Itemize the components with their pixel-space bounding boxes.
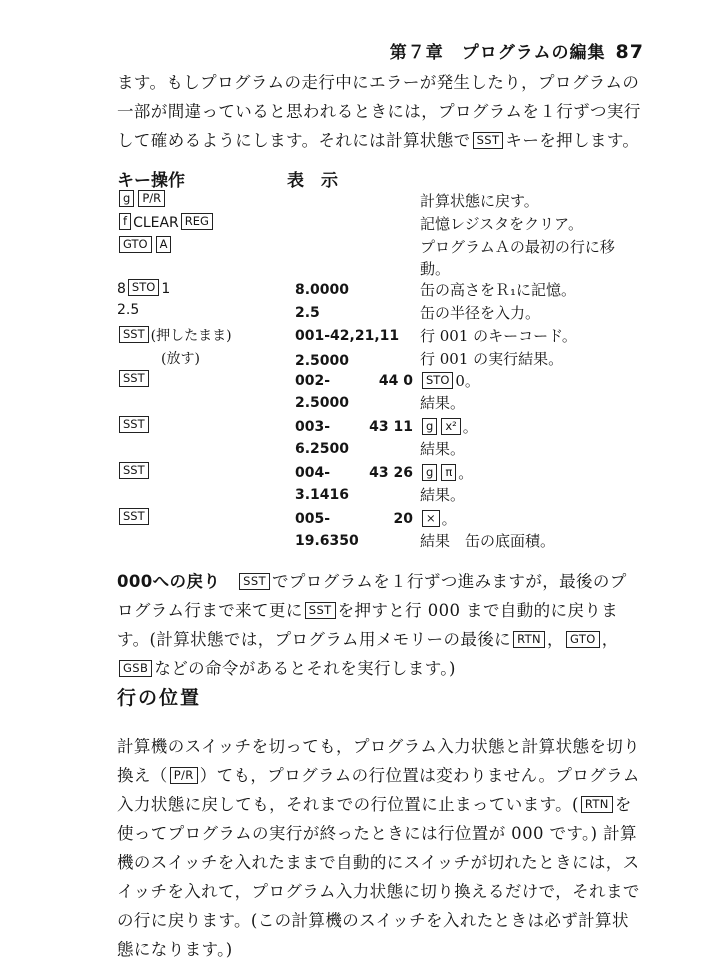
section-title: 行の位置 bbox=[117, 687, 202, 709]
table-header-display: 表 示 bbox=[287, 171, 338, 191]
row-description: g x² 。 結果。 bbox=[420, 418, 478, 458]
g-key: g bbox=[422, 464, 437, 481]
row-display: 2.5 bbox=[295, 305, 320, 321]
multiply-key: × bbox=[422, 510, 440, 527]
row-display: 005- 20 19.6350 bbox=[295, 511, 413, 549]
reg-key: REG bbox=[181, 213, 213, 230]
page-number: 87 bbox=[615, 41, 644, 63]
sto-key: STO bbox=[128, 279, 159, 296]
pr-key: P/R bbox=[138, 190, 165, 207]
g-key: g bbox=[422, 418, 437, 435]
row-keys bbox=[117, 508, 151, 526]
row-display: 003- 43 11 6.2500 bbox=[295, 419, 413, 457]
page-header bbox=[390, 38, 644, 63]
g-key: g bbox=[119, 190, 134, 207]
pi-key: π bbox=[441, 464, 456, 481]
chapter-title: 第７章 プログラムの編集 bbox=[389, 43, 606, 63]
row-keys bbox=[117, 190, 167, 208]
sst-key: SST bbox=[305, 602, 336, 619]
sst-key: SST bbox=[119, 416, 149, 433]
sst-key: SST bbox=[119, 370, 149, 387]
row-description: 行 001 の実行結果。 bbox=[420, 350, 564, 368]
x-squared-key: x² bbox=[441, 418, 460, 435]
table-header-keys: キー操作 bbox=[117, 171, 185, 191]
row-display: 2.5000 bbox=[295, 353, 350, 369]
intro-paragraph bbox=[117, 68, 643, 155]
row-display: 001-42,21,11 bbox=[295, 328, 400, 344]
row-display: 8.0000 bbox=[295, 282, 350, 298]
pr-key: P/R bbox=[170, 767, 198, 784]
row-description: 記憶レジスタをクリア。 bbox=[420, 215, 583, 233]
sst-key: SST bbox=[239, 573, 270, 590]
row-keys bbox=[117, 213, 215, 231]
return-paragraph: 000への戻り SST でプログラムを１行ずつ進みますが，最後のプログラム行まで来て更に SST を押すと行 000 まで自動的に戻ります。(計算状態では，プログラム用メモリーの最後に RTN ， GTO ，GSB などの命令があるとそれを実行します。) bbox=[117, 572, 627, 678]
row-description: プログラムＡの最初の行に移 動。 bbox=[420, 238, 615, 278]
row-description: × 。 結果 缶の底面積。 bbox=[420, 510, 556, 550]
f-key: f bbox=[119, 213, 131, 230]
sst-key: SST bbox=[119, 462, 149, 479]
rtn-key: RTN bbox=[581, 796, 613, 813]
rtn-key: RTN bbox=[513, 631, 545, 648]
row-description: g π 。 結果。 bbox=[420, 464, 474, 504]
sst-key: SST bbox=[119, 326, 149, 343]
row-description: 缶の高さをＲ₁に記憶。 bbox=[420, 281, 577, 299]
sto-key: STO bbox=[422, 372, 453, 389]
row-keys bbox=[117, 236, 173, 254]
return-lead: 000 bbox=[117, 572, 153, 591]
intro-text-1: ます。もしプログラムの走行中にエラーが発生したり，プログラムの一部が間違っていると思われるときには，プログラムを１行ずつ実行して確めるようにします。それには計算状態で bbox=[117, 73, 641, 150]
row-description: 行 001 のキーコード。 bbox=[420, 327, 577, 345]
a-key: A bbox=[156, 236, 172, 253]
row-keys bbox=[117, 462, 151, 480]
row-keys: SST (押したまま) bbox=[117, 325, 232, 345]
intro-text-2: キーを押します。 bbox=[505, 131, 640, 150]
return-lead-2: への戻り bbox=[152, 572, 221, 591]
row-description: STO 0。 結果。 bbox=[420, 372, 480, 412]
clear-label: CLEAR bbox=[133, 215, 179, 231]
sst-key: SST bbox=[119, 508, 149, 525]
row-display: 002- 44 0 2.5000 bbox=[295, 373, 413, 411]
gto-key: GTO bbox=[566, 631, 600, 648]
row-description: 缶の半径を入力。 bbox=[420, 304, 541, 322]
row-display: 004- 43 26 3.1416 bbox=[295, 465, 413, 503]
row-keys: (放す) bbox=[161, 351, 200, 367]
sst-key: SST bbox=[473, 132, 504, 149]
row-description: 計算状態に戻す。 bbox=[420, 192, 539, 210]
row-keys bbox=[117, 416, 151, 434]
gto-key: GTO bbox=[119, 236, 152, 253]
gsb-key: GSB bbox=[119, 660, 152, 677]
row-keys: 2.5 bbox=[117, 302, 140, 318]
row-keys bbox=[117, 370, 151, 388]
position-paragraph: 計算機のスイッチを切っても，プログラム入力状態と計算状態を切り換え（ P/R ）ても，プログラムの行位置は変わりません。プログラム入力状態に戻しても，それまでの行位置に止まっています。( RTN を使ってプログラムの実行が終ったときには行位置が 000 です。) 計算機のスイッチを入れたままで自動的にスイッチが切れたときには，スイッチを入れて，プログラム入力状態に切り換えるだけで，それまでの行に戻ります。(この計算機のスイッチを入れたときは必ず計算状態になります。) bbox=[117, 737, 641, 959]
row-keys: 8 STO 1 bbox=[117, 280, 171, 297]
